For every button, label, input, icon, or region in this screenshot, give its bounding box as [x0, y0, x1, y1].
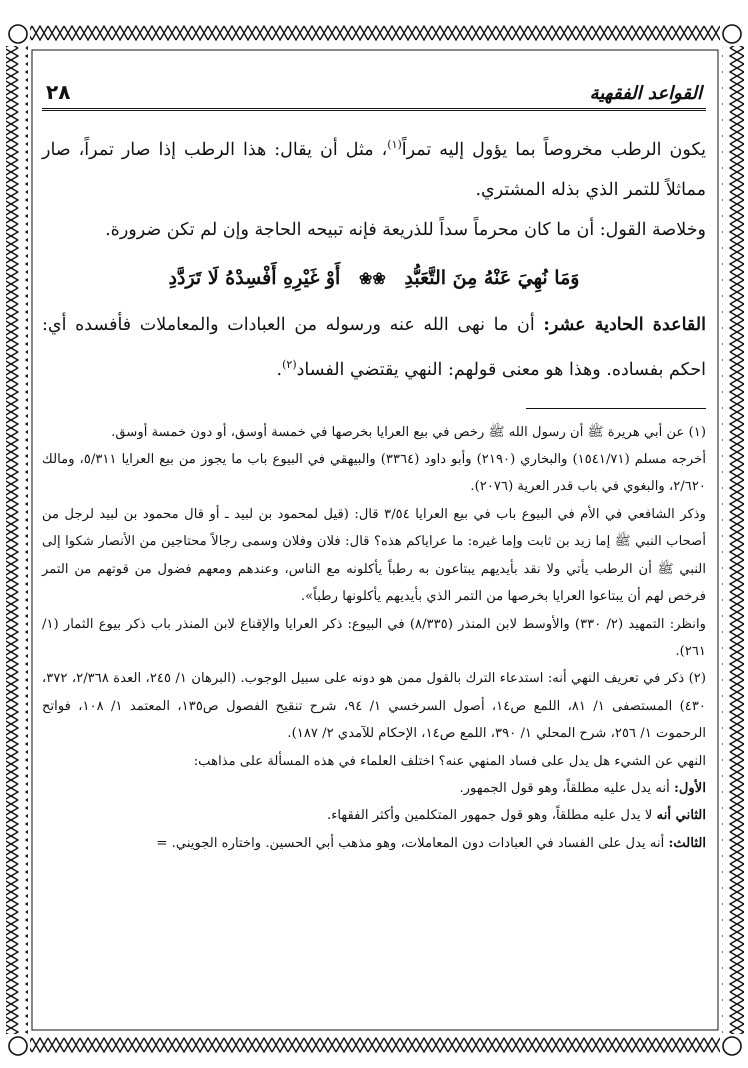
running-title: القواعد الفقهية: [589, 83, 702, 104]
paragraph-3: القاعدة الحادية عشر: أن ما نهى الله عنه ورسوله من العبادات والمعاملات فأفسده أي: احكم بفساده. وهذا هو معنى قولهم: النهي يقتضي الفساد$^{(٢)}$.: [42, 314, 706, 380]
verse-line: [42, 258, 706, 299]
verse-second-hemistich: أَوْ غَيْرِهِ أَفْسِدْهُ لَا تَرَدَّدِ: [168, 266, 341, 289]
footnote-ref-2[interactable]: (٢): [282, 357, 297, 371]
page-number: ٢٨: [46, 80, 71, 104]
rule-title: القاعدة الحادية عشر:: [543, 314, 706, 335]
footnote-2-question: النهي عن الشيء هل يدل على فساد المنهي عنه؟ اختلف العلماء في هذه المسألة على مذاهب:: [193, 753, 706, 769]
opinion-1: الأول: أنه يدل عليه مطلقاً، وهو قول الجمهور.: [459, 780, 706, 796]
footnote-1-sources: أخرجه مسلم (١٥٤١/٧١) والبخاري (٢١٩٠) وأبو داود (٣٣٦٤) والبيهقي في البيوع باب ما يجوز من بيع العرايا ٥/٣١١، ومالك ٢/٦٢٠، والبغوي في باب قدر العرية (٢٠٧٦).: [42, 452, 706, 495]
paragraph-2: وخلاصة القول: أن ما كان محرماً سداً للذريعة فإنه تبيحه الحاجة وإن لم تكن ضرورة.: [105, 219, 706, 240]
footnote-divider: [526, 408, 706, 409]
opinion-2: الثاني أنه لا يدل عليه مطلقاً، وهو قول جمهور المتكلمين وأكثر الفقهاء.: [327, 808, 706, 824]
opinion-3: الثالث: أنه يدل على الفساد في العبادات دون المعاملات، وهو مذهب أبي الحسين. واختاره الجويني. =: [156, 835, 706, 851]
verse-first-hemistich: وَمَا نُهِيَ عَنْهُ مِنَ التَّعَبُّدِ: [404, 266, 580, 289]
footnote-1-see-also: وانظر: التمهيد (٢/ ٣٣٠) والأوسط لابن المنذر (٨/٣٣٥) في البيوع: ذكر العرايا والإقناع لابن المنذر باب ذكر بيوع الثمار (١/ ٢٦١).: [42, 616, 706, 659]
footnote-ref-1[interactable]: (١): [387, 138, 402, 151]
paragraph-1: يكون الرطب مخروصاً بما يؤول إليه تمراً$^{(١)}$، مثل أن يقال: هذا الرطب إذا صار تمراً، صار مماثلاً للتمر الذي بذله المشتري.: [42, 138, 706, 200]
verse-separator-icon: ❀❀: [358, 268, 386, 288]
footnote-1-shafii: وذكر الشافعي في الأم في البيوع باب في بيع العرايا ٣/٥٤ قال: (قيل لمحمود بن لبيد ـ أو قال محمود بن لبيد لرجل من أصحاب النبي ﷺ إما زيد بن ثابت وإما غيره: ما عراياكم هذه؟ قال: فلان وفلان وسمى رجالاً محتاجين من الأنصار شكوا إلى النبي ﷺ أن الرطب يأتي ولا نقد بأيديهم يبتاعون به رطباً يأكلونه مع الناس، وعندهم ومعهم فضول من قوتهم من التمر فرخص لهم أن يبتاعوا العرايا بخرصها من التمر الذي بأيديهم يأكلونها رطباً».: [42, 506, 706, 605]
footnote-1: (١) عن أبي هريرة ﷺ أن رسول الله ﷺ رخص في بيع العرايا بخرصها في خمسة أوسق، أو دون خمسة أوسق.: [111, 424, 706, 440]
footnotes: [42, 419, 706, 858]
page-content: [42, 70, 706, 857]
page-header: [42, 70, 706, 111]
main-text: [42, 125, 706, 390]
footnote-2: (٢) ذكر في تعريف النهي أنه: استدعاء الترك بالقول ممن هو دونه على سبيل الوجوب. (البرهان ١/ ٢٤٥، العدة ٢/٣٦٨، ٣٧٢، ٤٣٠) المستصفى ١/ ٨١، اللمع ص١٤، أصول السرخسي ١/ ٩٤، شرح تنقيح الفصول ص١٣٥، المعتمد ١/ ١٠٨، فواتح الرحموت ١/ ٢٥٦، شرح المحلي ١/ ٣٩٠، اللمع ص١٤، الإحكام للآمدي ٢/ ١٨٧).: [42, 671, 707, 742]
